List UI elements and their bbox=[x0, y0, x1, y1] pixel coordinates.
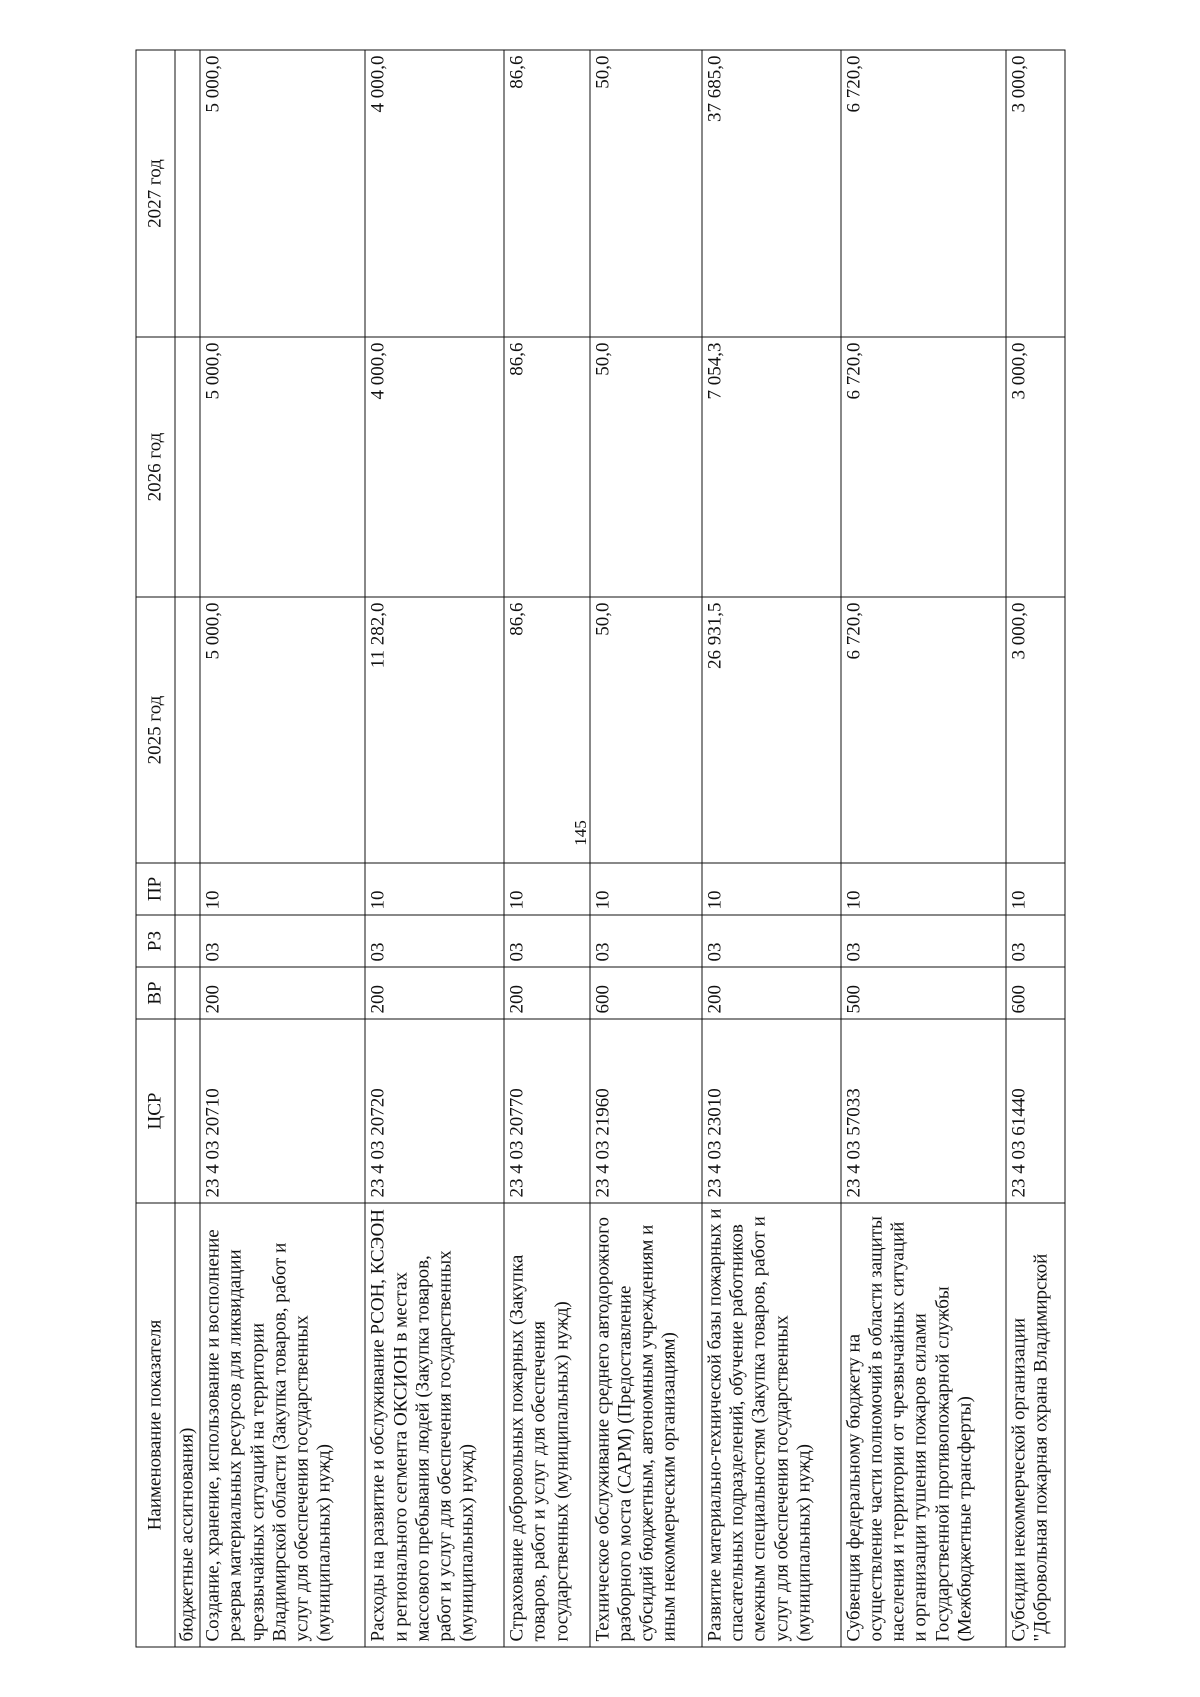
row-2026: 5 000,0 bbox=[200, 337, 365, 597]
row-pr: 10 bbox=[504, 863, 590, 915]
row-csr: 23 4 03 21960 bbox=[590, 1019, 702, 1203]
row-name: Субвенция федеральному бюджету на осуществление части полномочий в области защиты населения и территории от чрезвычайных ситуаций и организации тушения пожаров силами Государственной противопожарной службы (Межбюджетные трансферты) bbox=[841, 1203, 1006, 1647]
row-name: Техническое обслуживание среднего автодорожного разборного моста (САРМ) (Предоставление субсидий бюджетным, автономным учреждениям и иным некоммерческим организациям) bbox=[590, 1203, 702, 1647]
row-2025: 3 000,0 bbox=[1006, 597, 1065, 863]
table-row bbox=[702, 50, 841, 1647]
row-vr: 200 bbox=[702, 967, 841, 1019]
header-vr: ВР bbox=[136, 967, 175, 1019]
row-2027: 86,6 bbox=[504, 50, 590, 337]
row-rz: 03 bbox=[200, 915, 365, 967]
header-rz: РЗ bbox=[136, 915, 175, 967]
table-header-row bbox=[136, 50, 175, 1647]
row-name: Развитие материально-технической базы пожарных и спасательных подразделений, обучение работников смежным специальностям (Закупка товаров, работ и услуг для обеспечения государственных (муниципальных) нужд) bbox=[702, 1203, 841, 1647]
table-row bbox=[1006, 50, 1065, 1647]
row-rz: 03 bbox=[841, 915, 1006, 967]
row-rz: 03 bbox=[1006, 915, 1065, 967]
row-csr: 23 4 03 23010 bbox=[702, 1019, 841, 1203]
row-2027: 3 000,0 bbox=[1006, 50, 1065, 337]
row-rz: 03 bbox=[702, 915, 841, 967]
table-row bbox=[365, 50, 504, 1647]
row-csr: 23 4 03 61440 bbox=[1006, 1019, 1065, 1203]
row-name: Субсидии некоммерческой организации "Добровольная пожарная охрана Владимирской bbox=[1006, 1203, 1065, 1647]
row-pr: 10 bbox=[590, 863, 702, 915]
budget-table-container bbox=[136, 51, 1066, 1648]
row-name: Создание, хранение, использование и восполнение резерва материальных ресурсов для ликвидации чрезвычайных ситуаций на территории Владимирской области (Закупка товаров, работ и услуг для обеспечения государственных (муниципальных) нужд) bbox=[200, 1203, 365, 1647]
row-vr: 500 bbox=[841, 967, 1006, 1019]
header-csr: ЦСР bbox=[136, 1019, 175, 1203]
row-2027: 6 720,0 bbox=[841, 50, 1006, 337]
table-row bbox=[590, 50, 702, 1647]
row-name: Расходы на развитие и обслуживание РСОН, КСЭОН и регионального сегмента ОКСИОН в местах массового пребывания людей (Закупка товаров, работ и услуг для обеспечения государственных (муниципальных) нужд) bbox=[365, 1203, 504, 1647]
row-csr: 23 4 03 20720 bbox=[365, 1019, 504, 1203]
row-vr: 600 bbox=[590, 967, 702, 1019]
row-2027: 50,0 bbox=[590, 50, 702, 337]
page-number: 145 bbox=[571, 820, 590, 846]
budget-table bbox=[136, 50, 1066, 1648]
row-2027: 37 685,0 bbox=[702, 50, 841, 337]
row-2025: 5 000,0 bbox=[200, 597, 365, 863]
row-csr: 23 4 03 57033 bbox=[841, 1019, 1006, 1203]
row-2026: 6 720,0 bbox=[841, 337, 1006, 597]
row-2027: 4 000,0 bbox=[365, 50, 504, 337]
row-2026: 4 000,0 bbox=[365, 337, 504, 597]
row-2026: 3 000,0 bbox=[1006, 337, 1065, 597]
row-pr: 10 bbox=[1006, 863, 1065, 915]
header-2027: 2027 год bbox=[136, 50, 175, 337]
row-2025: 11 282,0 bbox=[365, 597, 504, 863]
row-2027: 5 000,0 bbox=[200, 50, 365, 337]
row-csr: 23 4 03 20770 bbox=[504, 1019, 590, 1203]
table-row bbox=[200, 50, 365, 1647]
row-vr: 200 bbox=[200, 967, 365, 1019]
row-2025: 26 931,5 bbox=[702, 597, 841, 863]
table-row-continuation bbox=[175, 50, 200, 1647]
continuation-text: бюджетные ассигнования) bbox=[175, 1203, 200, 1647]
table-row bbox=[504, 50, 590, 1647]
row-pr: 10 bbox=[200, 863, 365, 915]
row-2026: 86,6 bbox=[504, 337, 590, 597]
row-vr: 200 bbox=[365, 967, 504, 1019]
row-rz: 03 bbox=[590, 915, 702, 967]
row-name: Страхование добровольных пожарных (Закупка товаров, работ и услуг для обеспечения государственных (муниципальных) нужд) bbox=[504, 1203, 590, 1647]
row-2026: 50,0 bbox=[590, 337, 702, 597]
row-pr: 10 bbox=[365, 863, 504, 915]
row-rz: 03 bbox=[504, 915, 590, 967]
row-2025: 6 720,0 bbox=[841, 597, 1006, 863]
row-vr: 600 bbox=[1006, 967, 1065, 1019]
header-name: Наименование показателя bbox=[136, 1203, 175, 1647]
row-rz: 03 bbox=[365, 915, 504, 967]
header-2025: 2025 год bbox=[136, 597, 175, 863]
header-2026: 2026 год bbox=[136, 337, 175, 597]
row-2026: 7 054,3 bbox=[702, 337, 841, 597]
row-pr: 10 bbox=[702, 863, 841, 915]
table-row bbox=[841, 50, 1006, 1647]
row-csr: 23 4 03 20710 bbox=[200, 1019, 365, 1203]
row-2025: 50,0 bbox=[590, 597, 702, 863]
row-pr: 10 bbox=[841, 863, 1006, 915]
row-vr: 200 bbox=[504, 967, 590, 1019]
row-2025: 86,6 bbox=[504, 597, 590, 863]
header-pr: ПР bbox=[136, 863, 175, 915]
